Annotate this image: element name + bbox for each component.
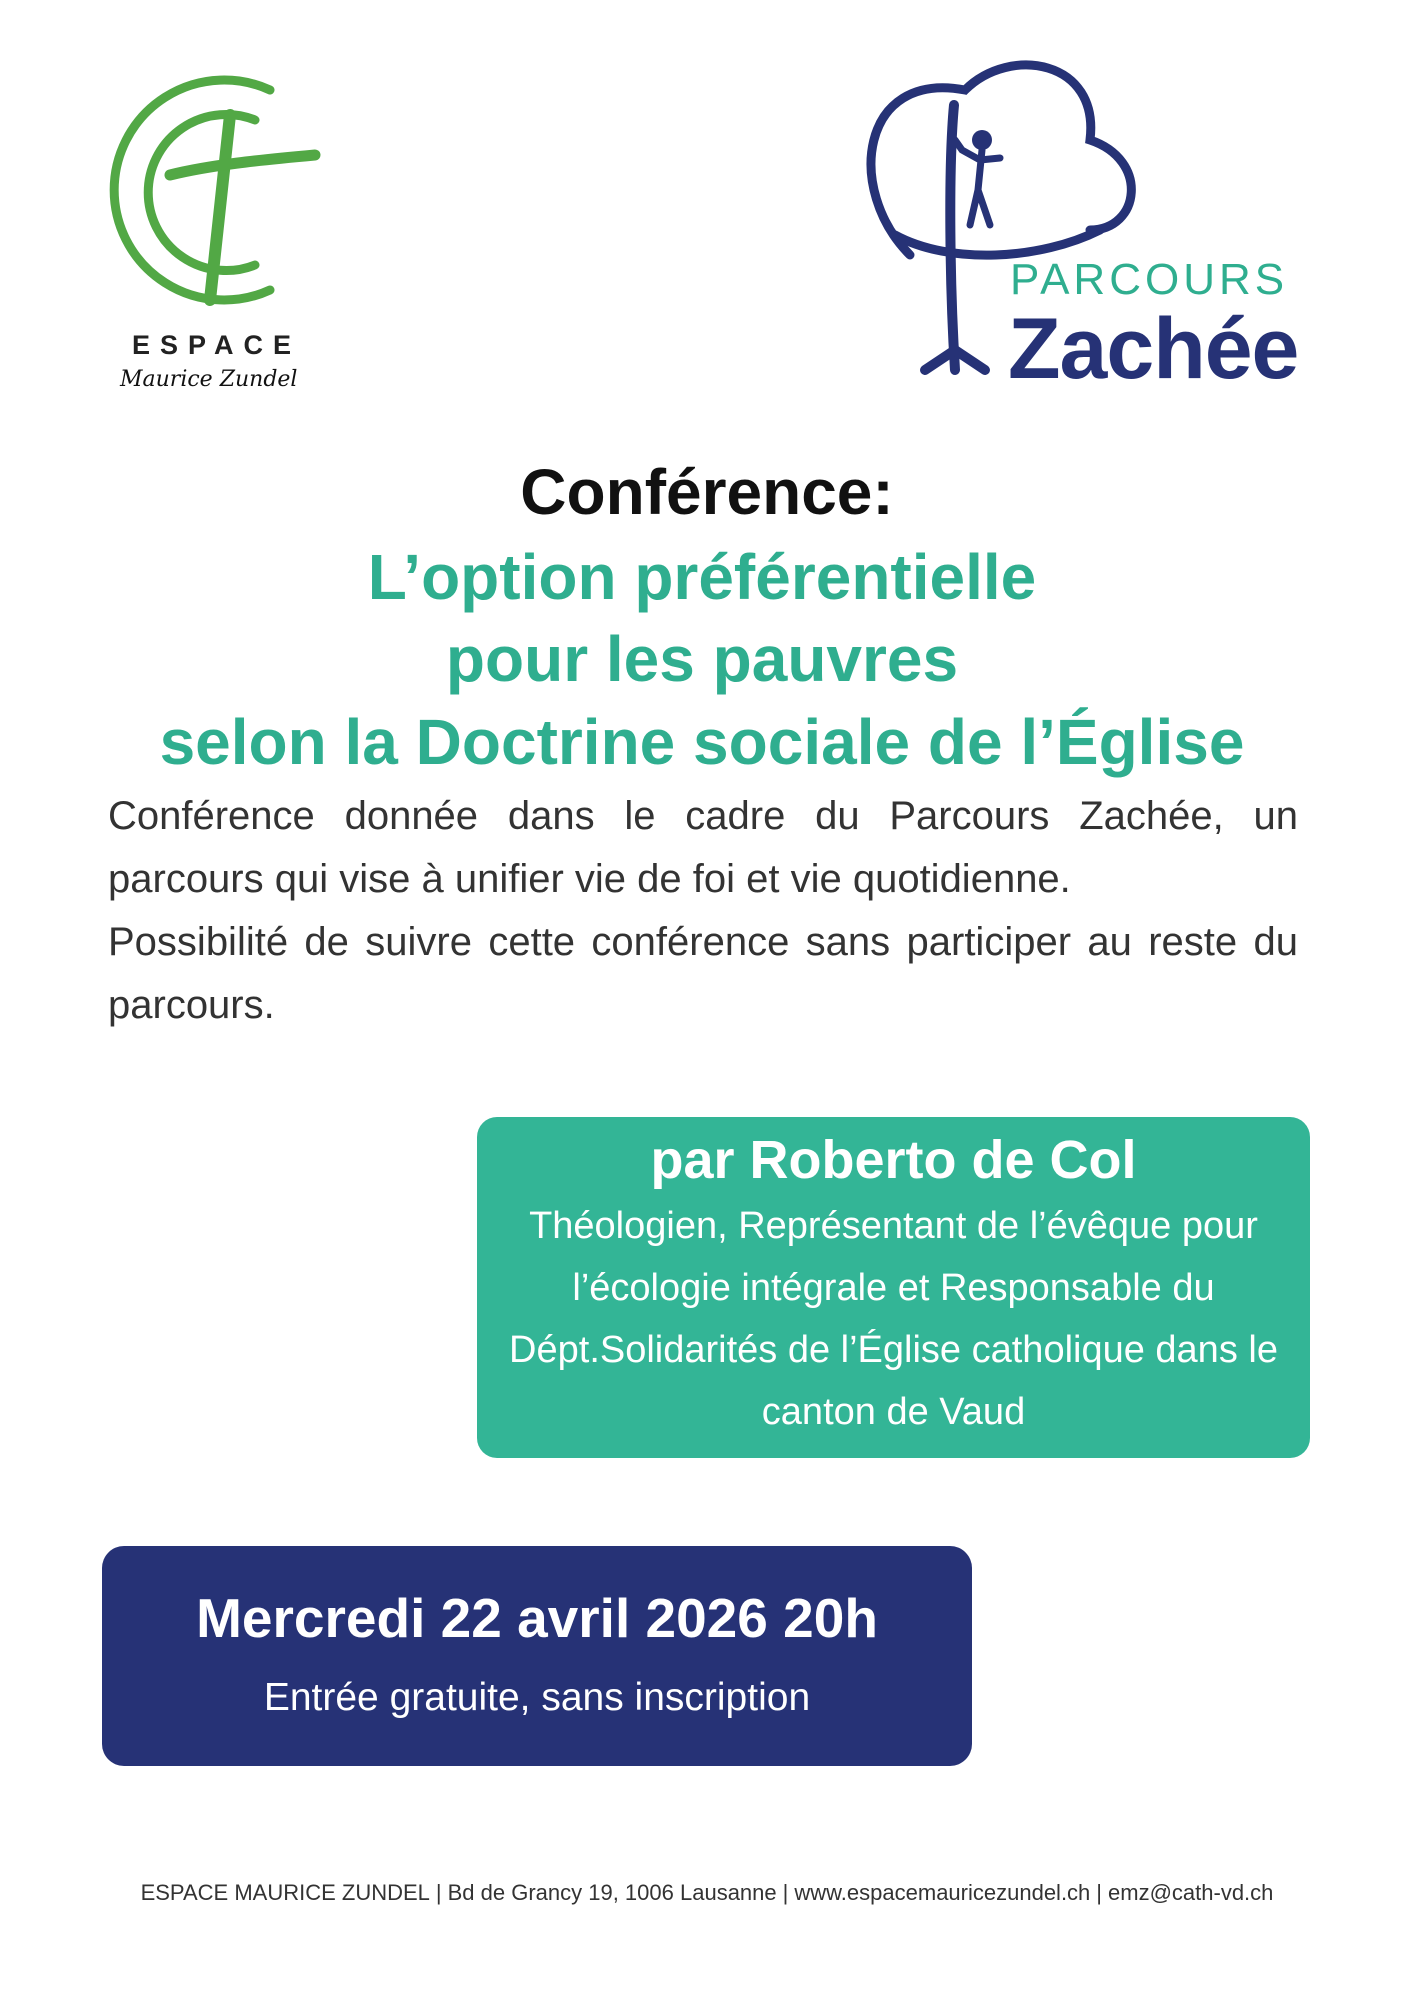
speaker-role: Théologien, Représentant de l’évêque pour l’écologie intégrale et Responsable du Dépt.Solidarités de l’Église catholique dans le canton de Vaud (509, 1205, 1278, 1433)
footer-org: ESPACE MAURICE ZUNDEL (140, 1880, 430, 1905)
title-line-3: selon la Doctrine sociale de l’Église (159, 706, 1245, 778)
title-line-2: pour les pauvres (445, 623, 959, 695)
logo-left-word: ESPACE (132, 330, 302, 360)
cross-circles-icon (100, 60, 340, 340)
title-line-1: L’option préférentielle (367, 541, 1037, 613)
speaker-name: par Roberto de Col (650, 1130, 1137, 1190)
speaker-box (477, 1117, 1310, 1458)
description (108, 785, 1298, 1037)
description-paragraph-2: Possibilité de suivre cette conférence sans participer au reste du parcours. (108, 920, 1298, 1027)
logo-right-small-text: PARCOURS (1010, 255, 1289, 304)
footer-website-link[interactable]: www.espacemauricezundel.ch (794, 1880, 1091, 1905)
footer-email-link[interactable]: emz@cath-vd.ch (1108, 1880, 1274, 1905)
footer-address: Bd de Grancy 19, 1006 Lausanne (447, 1880, 777, 1905)
footer: ESPACE MAURICE ZUNDEL | Bd de Grancy 19, 1006 Lausanne | www.espacemauricezundel.ch | emz@cath-vd.ch (140, 1880, 1274, 1905)
description-paragraph-1: Conférence donnée dans le cadre du Parcours Zachée, un parcours qui vise à unifier vie de foi et vie quotidienne. (108, 794, 1298, 901)
logo-right-big-text: Zachée (1008, 301, 1299, 397)
event-note: Entrée gratuite, sans inscription (263, 1676, 811, 1719)
event-date-box (102, 1546, 972, 1766)
event-date: Mercredi 22 avril 2026 20h (196, 1587, 878, 1649)
logo-left-signature: Maurice Zundel (120, 367, 298, 392)
conference-kicker: Conférence: (520, 456, 894, 528)
